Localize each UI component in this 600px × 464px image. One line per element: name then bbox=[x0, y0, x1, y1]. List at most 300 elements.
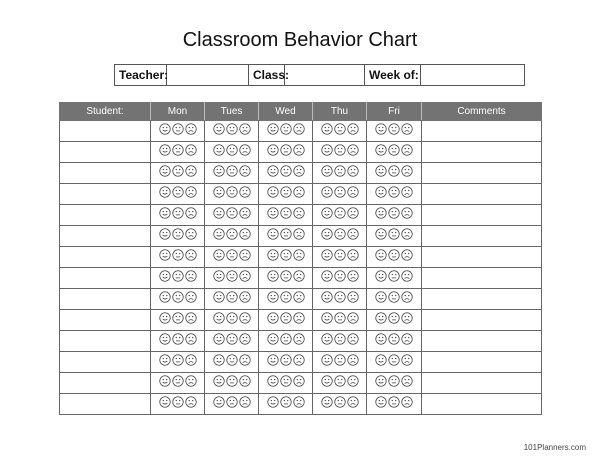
day-cell-tues bbox=[205, 184, 259, 205]
happy-face-icon[interactable] bbox=[159, 354, 171, 366]
day-cell-tues bbox=[205, 268, 259, 289]
sad-face-icon[interactable] bbox=[401, 291, 413, 303]
neutral-face-icon[interactable] bbox=[388, 165, 400, 177]
face-rating-group bbox=[321, 291, 359, 303]
happy-face-icon[interactable] bbox=[213, 312, 225, 324]
face-rating-group bbox=[159, 396, 197, 408]
sad-face-icon[interactable] bbox=[401, 375, 413, 387]
comments-cell[interactable] bbox=[422, 226, 542, 247]
neutral-face-icon[interactable] bbox=[334, 207, 346, 219]
comments-cell[interactable] bbox=[422, 163, 542, 184]
neutral-face-icon[interactable] bbox=[280, 144, 292, 156]
happy-face-icon[interactable] bbox=[375, 333, 387, 345]
sad-face-icon[interactable] bbox=[293, 354, 305, 366]
comments-cell[interactable] bbox=[422, 205, 542, 226]
comments-cell[interactable] bbox=[422, 289, 542, 310]
student-cell[interactable] bbox=[60, 121, 151, 142]
neutral-face-icon[interactable] bbox=[280, 354, 292, 366]
happy-face-icon[interactable] bbox=[375, 291, 387, 303]
sad-face-icon[interactable] bbox=[239, 249, 251, 261]
face-rating-group bbox=[267, 291, 305, 303]
neutral-face-icon[interactable] bbox=[172, 354, 184, 366]
sad-face-icon[interactable] bbox=[293, 375, 305, 387]
student-cell[interactable] bbox=[60, 310, 151, 331]
day-cell-mon bbox=[151, 184, 205, 205]
happy-face-icon[interactable] bbox=[321, 354, 333, 366]
happy-face-icon[interactable] bbox=[213, 291, 225, 303]
happy-face-icon[interactable] bbox=[321, 228, 333, 240]
happy-face-icon[interactable] bbox=[375, 186, 387, 198]
day-cell-thu bbox=[313, 184, 367, 205]
table-row bbox=[60, 247, 542, 268]
happy-face-icon[interactable] bbox=[375, 144, 387, 156]
happy-face-icon[interactable] bbox=[159, 249, 171, 261]
header-wed: Wed bbox=[259, 103, 313, 121]
student-cell[interactable] bbox=[60, 352, 151, 373]
happy-face-icon[interactable] bbox=[159, 228, 171, 240]
face-rating-group bbox=[213, 249, 251, 261]
happy-face-icon[interactable] bbox=[375, 375, 387, 387]
neutral-face-icon[interactable] bbox=[280, 165, 292, 177]
sad-face-icon[interactable] bbox=[347, 375, 359, 387]
happy-face-icon[interactable] bbox=[213, 207, 225, 219]
neutral-face-icon[interactable] bbox=[334, 186, 346, 198]
happy-face-icon[interactable] bbox=[321, 333, 333, 345]
day-cell-thu bbox=[313, 352, 367, 373]
comments-cell[interactable] bbox=[422, 352, 542, 373]
neutral-face-icon[interactable] bbox=[280, 270, 292, 282]
happy-face-icon[interactable] bbox=[267, 375, 279, 387]
happy-face-icon[interactable] bbox=[321, 291, 333, 303]
happy-face-icon[interactable] bbox=[213, 270, 225, 282]
neutral-face-icon[interactable] bbox=[226, 207, 238, 219]
sad-face-icon[interactable] bbox=[185, 228, 197, 240]
neutral-face-icon[interactable] bbox=[172, 165, 184, 177]
sad-face-icon[interactable] bbox=[347, 312, 359, 324]
happy-face-icon[interactable] bbox=[267, 165, 279, 177]
happy-face-icon[interactable] bbox=[375, 207, 387, 219]
sad-face-icon[interactable] bbox=[347, 333, 359, 345]
day-cell-thu bbox=[313, 268, 367, 289]
neutral-face-icon[interactable] bbox=[388, 123, 400, 135]
neutral-face-icon[interactable] bbox=[226, 186, 238, 198]
happy-face-icon[interactable] bbox=[375, 270, 387, 282]
happy-face-icon[interactable] bbox=[159, 375, 171, 387]
day-cell-fri bbox=[367, 184, 422, 205]
happy-face-icon[interactable] bbox=[267, 228, 279, 240]
comments-cell[interactable] bbox=[422, 184, 542, 205]
happy-face-icon[interactable] bbox=[321, 186, 333, 198]
comments-cell[interactable] bbox=[422, 331, 542, 352]
happy-face-icon[interactable] bbox=[375, 354, 387, 366]
happy-face-icon[interactable] bbox=[159, 207, 171, 219]
neutral-face-icon[interactable] bbox=[172, 123, 184, 135]
face-rating-group bbox=[321, 228, 359, 240]
sad-face-icon[interactable] bbox=[347, 186, 359, 198]
day-cell-thu bbox=[313, 289, 367, 310]
happy-face-icon[interactable] bbox=[213, 144, 225, 156]
sad-face-icon[interactable] bbox=[185, 186, 197, 198]
neutral-face-icon[interactable] bbox=[172, 228, 184, 240]
neutral-face-icon[interactable] bbox=[280, 186, 292, 198]
neutral-face-icon[interactable] bbox=[388, 186, 400, 198]
sad-face-icon[interactable] bbox=[347, 270, 359, 282]
neutral-face-icon[interactable] bbox=[172, 186, 184, 198]
neutral-face-icon[interactable] bbox=[172, 144, 184, 156]
day-cell-thu bbox=[313, 163, 367, 184]
happy-face-icon[interactable] bbox=[321, 312, 333, 324]
day-cell-tues bbox=[205, 205, 259, 226]
happy-face-icon[interactable] bbox=[321, 144, 333, 156]
sad-face-icon[interactable] bbox=[347, 249, 359, 261]
student-cell[interactable] bbox=[60, 268, 151, 289]
happy-face-icon[interactable] bbox=[321, 270, 333, 282]
student-cell[interactable] bbox=[60, 142, 151, 163]
sad-face-icon[interactable] bbox=[293, 396, 305, 408]
neutral-face-icon[interactable] bbox=[388, 144, 400, 156]
student-cell[interactable] bbox=[60, 247, 151, 268]
day-cell-thu bbox=[313, 310, 367, 331]
neutral-face-icon[interactable] bbox=[334, 144, 346, 156]
sad-face-icon[interactable] bbox=[239, 207, 251, 219]
sad-face-icon[interactable] bbox=[239, 312, 251, 324]
neutral-face-icon[interactable] bbox=[172, 312, 184, 324]
happy-face-icon[interactable] bbox=[267, 291, 279, 303]
day-cell-wed bbox=[259, 163, 313, 184]
sad-face-icon[interactable] bbox=[185, 165, 197, 177]
happy-face-icon[interactable] bbox=[267, 312, 279, 324]
sad-face-icon[interactable] bbox=[239, 144, 251, 156]
neutral-face-icon[interactable] bbox=[280, 228, 292, 240]
sad-face-icon[interactable] bbox=[239, 228, 251, 240]
comments-cell[interactable] bbox=[422, 142, 542, 163]
sad-face-icon[interactable] bbox=[239, 333, 251, 345]
neutral-face-icon[interactable] bbox=[334, 123, 346, 135]
neutral-face-icon[interactable] bbox=[280, 123, 292, 135]
face-rating-group bbox=[159, 354, 197, 366]
sad-face-icon[interactable] bbox=[401, 396, 413, 408]
happy-face-icon[interactable] bbox=[267, 333, 279, 345]
class-field[interactable] bbox=[285, 65, 365, 86]
neutral-face-icon[interactable] bbox=[334, 291, 346, 303]
comments-cell[interactable] bbox=[422, 268, 542, 289]
sad-face-icon[interactable] bbox=[401, 270, 413, 282]
happy-face-icon[interactable] bbox=[321, 396, 333, 408]
face-rating-group bbox=[321, 186, 359, 198]
neutral-face-icon[interactable] bbox=[172, 375, 184, 387]
day-cell-wed bbox=[259, 268, 313, 289]
face-rating-group bbox=[267, 186, 305, 198]
sad-face-icon[interactable] bbox=[401, 165, 413, 177]
sad-face-icon[interactable] bbox=[239, 396, 251, 408]
neutral-face-icon[interactable] bbox=[226, 165, 238, 177]
happy-face-icon[interactable] bbox=[267, 123, 279, 135]
sad-face-icon[interactable] bbox=[185, 396, 197, 408]
sad-face-icon[interactable] bbox=[401, 186, 413, 198]
neutral-face-icon[interactable] bbox=[226, 396, 238, 408]
day-cell-mon bbox=[151, 247, 205, 268]
sad-face-icon[interactable] bbox=[293, 249, 305, 261]
happy-face-icon[interactable] bbox=[213, 165, 225, 177]
day-cell-fri bbox=[367, 142, 422, 163]
happy-face-icon[interactable] bbox=[267, 207, 279, 219]
happy-face-icon[interactable] bbox=[213, 375, 225, 387]
neutral-face-icon[interactable] bbox=[388, 396, 400, 408]
comments-cell[interactable] bbox=[422, 121, 542, 142]
neutral-face-icon[interactable] bbox=[280, 375, 292, 387]
day-cell-wed bbox=[259, 310, 313, 331]
day-cell-thu bbox=[313, 247, 367, 268]
neutral-face-icon[interactable] bbox=[226, 354, 238, 366]
neutral-face-icon[interactable] bbox=[172, 207, 184, 219]
sad-face-icon[interactable] bbox=[293, 144, 305, 156]
face-rating-group bbox=[375, 249, 413, 261]
sad-face-icon[interactable] bbox=[239, 375, 251, 387]
header-fri: Fri bbox=[367, 103, 422, 121]
happy-face-icon[interactable] bbox=[159, 333, 171, 345]
day-cell-fri bbox=[367, 331, 422, 352]
sad-face-icon[interactable] bbox=[293, 228, 305, 240]
sad-face-icon[interactable] bbox=[185, 291, 197, 303]
face-rating-group bbox=[159, 144, 197, 156]
happy-face-icon[interactable] bbox=[267, 186, 279, 198]
sad-face-icon[interactable] bbox=[347, 207, 359, 219]
neutral-face-icon[interactable] bbox=[172, 270, 184, 282]
sad-face-icon[interactable] bbox=[347, 123, 359, 135]
sad-face-icon[interactable] bbox=[185, 375, 197, 387]
happy-face-icon[interactable] bbox=[267, 354, 279, 366]
neutral-face-icon[interactable] bbox=[226, 291, 238, 303]
teacher-field[interactable] bbox=[167, 65, 249, 86]
sad-face-icon[interactable] bbox=[347, 228, 359, 240]
neutral-face-icon[interactable] bbox=[334, 249, 346, 261]
info-bar bbox=[114, 64, 525, 86]
sad-face-icon[interactable] bbox=[293, 186, 305, 198]
sad-face-icon[interactable] bbox=[401, 312, 413, 324]
sad-face-icon[interactable] bbox=[347, 144, 359, 156]
neutral-face-icon[interactable] bbox=[172, 396, 184, 408]
face-rating-group bbox=[267, 333, 305, 345]
neutral-face-icon[interactable] bbox=[334, 396, 346, 408]
table-row bbox=[60, 373, 542, 394]
neutral-face-icon[interactable] bbox=[226, 375, 238, 387]
neutral-face-icon[interactable] bbox=[388, 333, 400, 345]
sad-face-icon[interactable] bbox=[401, 123, 413, 135]
day-cell-mon bbox=[151, 289, 205, 310]
behavior-table bbox=[59, 102, 542, 415]
happy-face-icon[interactable] bbox=[159, 291, 171, 303]
happy-face-icon[interactable] bbox=[375, 249, 387, 261]
neutral-face-icon[interactable] bbox=[334, 354, 346, 366]
happy-face-icon[interactable] bbox=[159, 144, 171, 156]
happy-face-icon[interactable] bbox=[159, 186, 171, 198]
happy-face-icon[interactable] bbox=[321, 123, 333, 135]
student-cell[interactable] bbox=[60, 184, 151, 205]
neutral-face-icon[interactable] bbox=[388, 270, 400, 282]
student-cell[interactable] bbox=[60, 331, 151, 352]
face-rating-group bbox=[321, 354, 359, 366]
day-cell-tues bbox=[205, 310, 259, 331]
happy-face-icon[interactable] bbox=[375, 228, 387, 240]
neutral-face-icon[interactable] bbox=[226, 270, 238, 282]
table-row bbox=[60, 184, 542, 205]
sad-face-icon[interactable] bbox=[347, 396, 359, 408]
sad-face-icon[interactable] bbox=[293, 270, 305, 282]
student-cell[interactable] bbox=[60, 226, 151, 247]
face-rating-group bbox=[267, 396, 305, 408]
day-cell-wed bbox=[259, 331, 313, 352]
sad-face-icon[interactable] bbox=[185, 144, 197, 156]
sad-face-icon[interactable] bbox=[293, 165, 305, 177]
comments-cell[interactable] bbox=[422, 394, 542, 415]
face-rating-group bbox=[375, 123, 413, 135]
neutral-face-icon[interactable] bbox=[334, 228, 346, 240]
neutral-face-icon[interactable] bbox=[172, 249, 184, 261]
happy-face-icon[interactable] bbox=[213, 249, 225, 261]
neutral-face-icon[interactable] bbox=[226, 249, 238, 261]
face-rating-group bbox=[267, 312, 305, 324]
sad-face-icon[interactable] bbox=[239, 270, 251, 282]
sad-face-icon[interactable] bbox=[293, 291, 305, 303]
neutral-face-icon[interactable] bbox=[172, 333, 184, 345]
sad-face-icon[interactable] bbox=[401, 144, 413, 156]
sad-face-icon[interactable] bbox=[185, 207, 197, 219]
happy-face-icon[interactable] bbox=[159, 123, 171, 135]
face-rating-group bbox=[159, 165, 197, 177]
sad-face-icon[interactable] bbox=[185, 333, 197, 345]
happy-face-icon[interactable] bbox=[267, 144, 279, 156]
neutral-face-icon[interactable] bbox=[334, 165, 346, 177]
sad-face-icon[interactable] bbox=[401, 249, 413, 261]
neutral-face-icon[interactable] bbox=[280, 396, 292, 408]
sad-face-icon[interactable] bbox=[293, 207, 305, 219]
sad-face-icon[interactable] bbox=[185, 123, 197, 135]
sad-face-icon[interactable] bbox=[347, 291, 359, 303]
sad-face-icon[interactable] bbox=[239, 123, 251, 135]
happy-face-icon[interactable] bbox=[213, 354, 225, 366]
happy-face-icon[interactable] bbox=[321, 249, 333, 261]
neutral-face-icon[interactable] bbox=[280, 312, 292, 324]
neutral-face-icon[interactable] bbox=[226, 333, 238, 345]
sad-face-icon[interactable] bbox=[347, 354, 359, 366]
neutral-face-icon[interactable] bbox=[388, 312, 400, 324]
sad-face-icon[interactable] bbox=[401, 228, 413, 240]
day-cell-mon bbox=[151, 373, 205, 394]
sad-face-icon[interactable] bbox=[239, 354, 251, 366]
happy-face-icon[interactable] bbox=[267, 396, 279, 408]
neutral-face-icon[interactable] bbox=[334, 333, 346, 345]
neutral-face-icon[interactable] bbox=[226, 228, 238, 240]
neutral-face-icon[interactable] bbox=[226, 312, 238, 324]
neutral-face-icon[interactable] bbox=[226, 144, 238, 156]
neutral-face-icon[interactable] bbox=[388, 207, 400, 219]
sad-face-icon[interactable] bbox=[293, 123, 305, 135]
day-cell-mon bbox=[151, 163, 205, 184]
day-cell-fri bbox=[367, 310, 422, 331]
happy-face-icon[interactable] bbox=[321, 375, 333, 387]
face-rating-group bbox=[267, 165, 305, 177]
table-row bbox=[60, 205, 542, 226]
happy-face-icon[interactable] bbox=[213, 396, 225, 408]
neutral-face-icon[interactable] bbox=[334, 375, 346, 387]
face-rating-group bbox=[213, 291, 251, 303]
student-cell[interactable] bbox=[60, 373, 151, 394]
sad-face-icon[interactable] bbox=[185, 249, 197, 261]
neutral-face-icon[interactable] bbox=[172, 291, 184, 303]
neutral-face-icon[interactable] bbox=[334, 312, 346, 324]
happy-face-icon[interactable] bbox=[159, 270, 171, 282]
happy-face-icon[interactable] bbox=[375, 123, 387, 135]
sad-face-icon[interactable] bbox=[401, 333, 413, 345]
face-rating-group bbox=[321, 396, 359, 408]
day-cell-tues bbox=[205, 163, 259, 184]
sad-face-icon[interactable] bbox=[293, 312, 305, 324]
sad-face-icon[interactable] bbox=[239, 186, 251, 198]
day-cell-thu bbox=[313, 394, 367, 415]
neutral-face-icon[interactable] bbox=[226, 123, 238, 135]
happy-face-icon[interactable] bbox=[375, 396, 387, 408]
sad-face-icon[interactable] bbox=[239, 165, 251, 177]
neutral-face-icon[interactable] bbox=[388, 375, 400, 387]
happy-face-icon[interactable] bbox=[159, 165, 171, 177]
sad-face-icon[interactable] bbox=[185, 312, 197, 324]
neutral-face-icon[interactable] bbox=[388, 249, 400, 261]
neutral-face-icon[interactable] bbox=[388, 228, 400, 240]
student-cell[interactable] bbox=[60, 289, 151, 310]
comments-cell[interactable] bbox=[422, 310, 542, 331]
face-rating-group bbox=[159, 228, 197, 240]
sad-face-icon[interactable] bbox=[293, 333, 305, 345]
happy-face-icon[interactable] bbox=[267, 270, 279, 282]
sad-face-icon[interactable] bbox=[401, 354, 413, 366]
student-cell[interactable] bbox=[60, 163, 151, 184]
neutral-face-icon[interactable] bbox=[280, 207, 292, 219]
happy-face-icon[interactable] bbox=[213, 186, 225, 198]
happy-face-icon[interactable] bbox=[267, 249, 279, 261]
neutral-face-icon[interactable] bbox=[334, 270, 346, 282]
week-field[interactable] bbox=[421, 65, 525, 86]
table-row bbox=[60, 394, 542, 415]
happy-face-icon[interactable] bbox=[321, 207, 333, 219]
happy-face-icon[interactable] bbox=[375, 165, 387, 177]
sad-face-icon[interactable] bbox=[185, 270, 197, 282]
student-cell[interactable] bbox=[60, 394, 151, 415]
happy-face-icon[interactable] bbox=[159, 396, 171, 408]
neutral-face-icon[interactable] bbox=[388, 291, 400, 303]
sad-face-icon[interactable] bbox=[185, 354, 197, 366]
sad-face-icon[interactable] bbox=[347, 165, 359, 177]
day-cell-tues bbox=[205, 121, 259, 142]
comments-cell[interactable] bbox=[422, 373, 542, 394]
happy-face-icon[interactable] bbox=[159, 312, 171, 324]
neutral-face-icon[interactable] bbox=[280, 333, 292, 345]
sad-face-icon[interactable] bbox=[239, 291, 251, 303]
comments-cell[interactable] bbox=[422, 247, 542, 268]
happy-face-icon[interactable] bbox=[213, 123, 225, 135]
face-rating-group bbox=[375, 207, 413, 219]
happy-face-icon[interactable] bbox=[213, 333, 225, 345]
neutral-face-icon[interactable] bbox=[280, 249, 292, 261]
day-cell-tues bbox=[205, 226, 259, 247]
student-cell[interactable] bbox=[60, 205, 151, 226]
happy-face-icon[interactable] bbox=[375, 312, 387, 324]
neutral-face-icon[interactable] bbox=[388, 354, 400, 366]
face-rating-group bbox=[213, 312, 251, 324]
happy-face-icon[interactable] bbox=[321, 165, 333, 177]
neutral-face-icon[interactable] bbox=[280, 291, 292, 303]
sad-face-icon[interactable] bbox=[401, 207, 413, 219]
happy-face-icon[interactable] bbox=[213, 228, 225, 240]
